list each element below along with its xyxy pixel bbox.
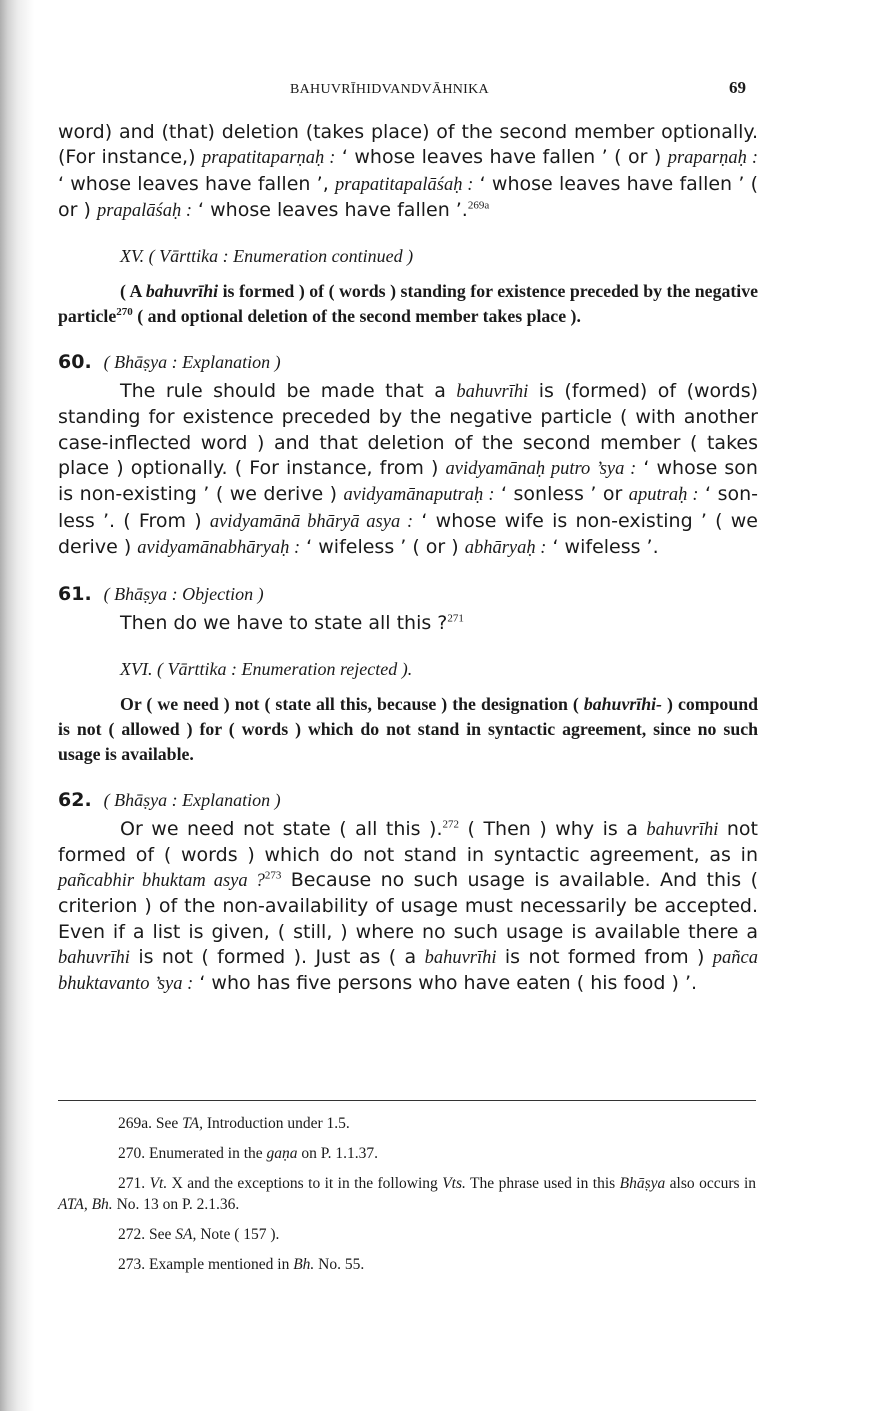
footnote-270: 270. Enumerated in the gaṇa on P. 1.1.37. <box>118 1145 379 1162</box>
footnote-separator <box>58 1100 756 1101</box>
section-61-heading: 61. ( Bhāṣya : Objection ) <box>58 583 264 606</box>
section-number: 62. <box>58 788 92 811</box>
footnote-ref: 272 <box>442 818 460 831</box>
section-62-heading: 62. ( Bhāṣya : Explanation ) <box>58 788 281 811</box>
section-number: 61. <box>58 583 92 606</box>
intro-paragraph: word) and (that) deletion (takes place) of the second member optionally. (For instance,) prapatitaparṇaḥ : ‘ whose leaves have fallen ’ ( or ) praparṇaḥ : ‘ whose leaves have fallen ’, prapatitapalāśaḥ : ‘ whose leaves have fallen ’ ( or ) prapalāśaḥ : ‘ whose leaves have fallen ’.$^{269a}$ <box>58 121 759 221</box>
section-number: 60. <box>58 351 92 374</box>
section-60-text: The rule should be made that a bahuvrīhi is (formed) of (words) standing for existence preceded by the negative particle ( with another case-inflected word ) and that deletion of the second member ( takes place ) optionally. ( For instance, from ) avidyamānaḥ putro ’sya : ‘ whose son is non-existing ’ ( we derive ) avidyamānaputraḥ : ‘ sonless ’ or aputraḥ : ‘ son-less ’. ( From ) avidyamānā bhāryā asya : ‘ whose wife is non-existing ’ ( we derive ) avidyamānabhāryaḥ : ‘ wifeless ’ ( or ) abhāryaḥ : ‘ wifeless ’. <box>58 380 759 558</box>
footnote-271: 271. Vt. X and the exceptions to it in the following Vts. The phrase used in this Bhāṣya also occurs in ATA, Bh. No. 13 on P. 2.1.36. <box>58 1175 757 1213</box>
section-61-text: Then do we have to state all this ?$^{271}$ <box>120 612 464 635</box>
varttika-xvi-rule: Or ( we need ) not ( state all this, because ) the designation ( bahuvrīhi- ) compound is not ( allowed ) for ( words ) which do not stand in syntactic agreement, since no such usage is available. <box>58 693 758 764</box>
footnote-272: 272. See SA, Note ( 157 ). <box>118 1226 280 1243</box>
footnote-269a: 269a. See TA, Introduction under 1.5. <box>118 1115 350 1132</box>
footnote-ref: 269a <box>467 199 490 212</box>
running-head: BAHUVRĪHIDVANDVĀHNIKA <box>290 82 489 97</box>
footnote-273: 273. Example mentioned in Bh. No. 55. <box>118 1256 365 1273</box>
footnote-ref: 271 <box>447 612 464 625</box>
page-number: 69 <box>729 78 746 97</box>
footnote-ref: 270 <box>116 306 133 319</box>
page-body <box>58 120 758 998</box>
page-header <box>58 78 758 100</box>
footnote-ref: 273 <box>264 869 282 882</box>
varttika-xv-rule: ( A bahuvrīhi is formed ) of ( words ) standing for existence preceded by the negative particle$^{270}$ ( and optional deletion of the second member takes place ). <box>58 281 758 327</box>
scan-edge-shadow <box>0 0 34 1411</box>
footnotes <box>58 1113 756 1284</box>
varttika-xv-heading: XV. ( Vārttika : Enumeration continued ) <box>120 246 414 267</box>
section-60-heading: 60. ( Bhāṣya : Explanation ) <box>58 351 281 374</box>
varttika-xvi-heading: XVI. ( Vārttika : Enumeration rejected ). <box>120 658 413 679</box>
section-62-text: Or we need not state ( all this ).$^{272}$ ( Then ) why is a bahuvrīhi not formed of ( words ) which do not stand in syntactic agreement, as in pañcabhir bhuktam asya ?$^{273}$ Because no such usage is available. And this ( criterion ) of the non-availability of usage must necessarily be accepted. Even if a list is given, ( still, ) where no such usage is available there a bahuvrīhi is not ( formed ). Just as ( a bahuvrīhi is not formed from ) pañca bhuktavanto ’sya : ‘ who has five persons who have eaten ( his food ) ’. <box>58 817 758 995</box>
